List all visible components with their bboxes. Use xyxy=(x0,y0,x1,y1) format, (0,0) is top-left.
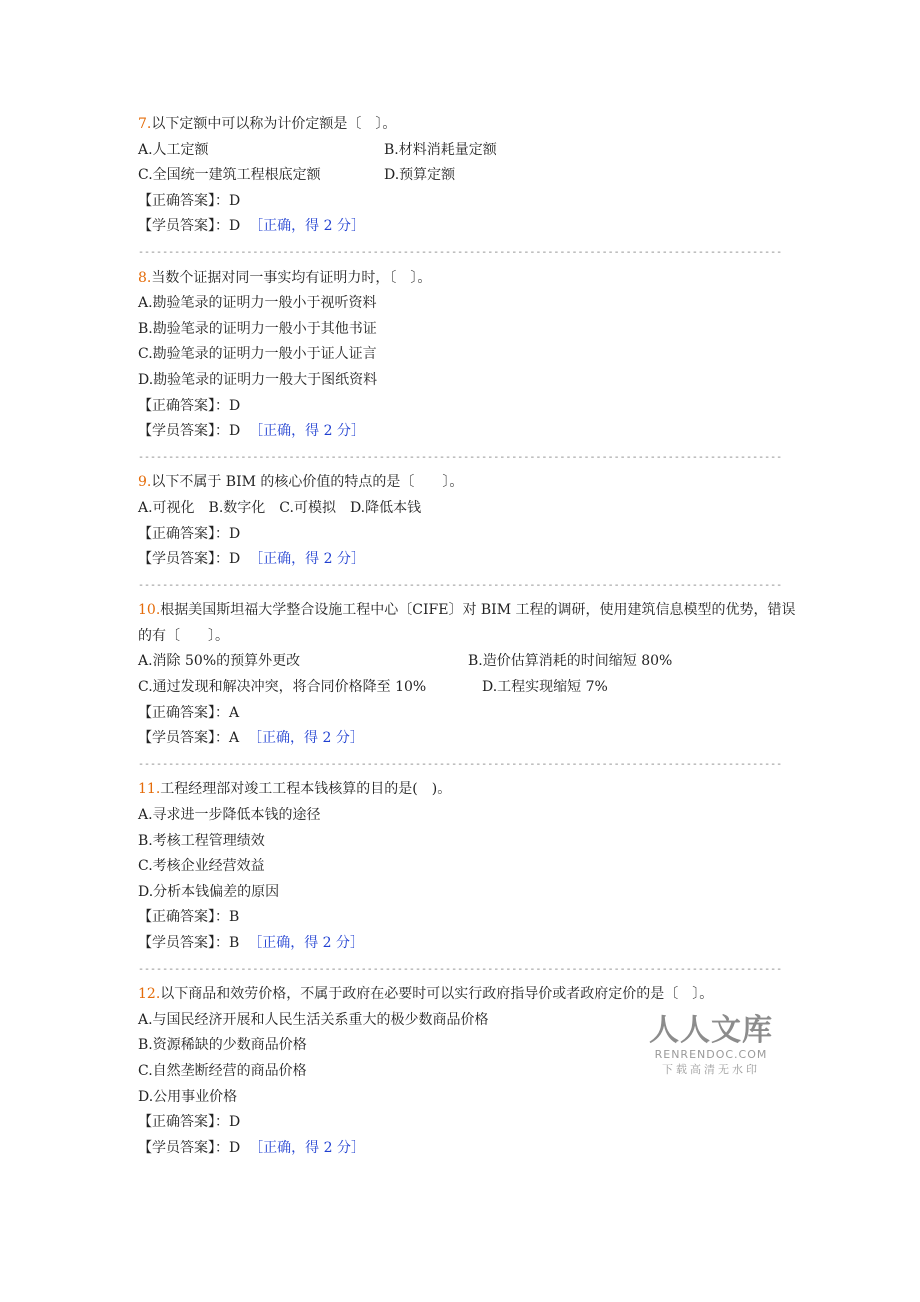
options-row xyxy=(138,675,798,701)
options-row xyxy=(138,649,798,675)
separator-line: ----------------------------------------------------------------------------------------------------------- xyxy=(138,246,783,258)
question-10 xyxy=(138,598,798,777)
result-text: ［正确，得 2 分］ xyxy=(249,1139,365,1156)
student-answer: 【学员答案】：D xyxy=(138,551,241,568)
question-8 xyxy=(138,266,798,471)
question-stem: 7.以下定额中可以称为计价定额是〔 〕。 xyxy=(138,116,397,132)
option-c: C.全国统一建筑工程根底定额 xyxy=(138,167,321,184)
question-11 xyxy=(138,777,798,982)
student-answer-row xyxy=(138,214,798,240)
student-answer: 【学员答案】：D xyxy=(138,218,241,235)
option-b: B.材料消耗量定额 xyxy=(384,141,497,158)
student-answer-row xyxy=(138,419,798,445)
watermark-logo xyxy=(646,1014,776,1078)
option-b: B.勘验笔录的证明力一般小于其他书证 xyxy=(138,320,377,337)
correct-answer: 【正确答案】：D xyxy=(138,1114,241,1131)
option-c: C.勘验笔录的证明力一般小于证人证言 xyxy=(138,346,377,363)
question-number: 11. xyxy=(138,781,161,798)
option-a: A.与国民经济开展和人民生活关系重大的极少数商品价格 xyxy=(138,1011,489,1028)
separator-line: ----------------------------------------------------------------------------------------------------------- xyxy=(138,963,783,975)
question-stem: 11.工程经理部对竣工工程本钱核算的目的是( )。 xyxy=(138,781,452,798)
option-b: B.考核工程管理绩效 xyxy=(138,832,265,849)
option-c: C.考核企业经营效益 xyxy=(138,858,265,875)
result-text: ［正确，得 2 分］ xyxy=(248,935,365,951)
options-row xyxy=(138,138,798,164)
option-a: A.消除 50%的预算外更改 xyxy=(138,653,301,670)
question-stem: 8.当数个证据对同一事实均有证明力时，〔 〕。 xyxy=(138,269,432,286)
correct-answer: 【正确答案】：A xyxy=(138,704,240,721)
separator-line: ----------------------------------------------------------------------------------------------------------- xyxy=(138,579,783,591)
option-d: D.勘验笔录的证明力一般大于图纸资料 xyxy=(138,371,378,388)
student-answer: 【学员答案】：D xyxy=(138,423,241,440)
student-answer-row xyxy=(138,1136,798,1162)
result-text: ［正确，得 2 分］ xyxy=(249,551,365,568)
question-9 xyxy=(138,470,798,598)
question-stem: 9.以下不属于 BIM 的核心价值的特点的是〔 〕。 xyxy=(138,474,464,491)
question-number: 12. xyxy=(138,986,161,1003)
question-7 xyxy=(138,112,798,266)
correct-answer: 【正确答案】：D xyxy=(138,525,241,542)
option-a: A.勘验笔录的证明力一般小于视听资料 xyxy=(138,295,377,312)
result-text: ［正确，得 2 分］ xyxy=(249,423,365,440)
correct-answer: 【正确答案】：B xyxy=(138,909,240,926)
options-row: A.可视化 B.数字化 C.可模拟 D.降低本钱 xyxy=(138,499,422,516)
student-answer-row xyxy=(138,547,798,573)
option-c: C.自然垄断经营的商品价格 xyxy=(138,1062,307,1079)
question-number: 9. xyxy=(138,474,152,491)
document-page xyxy=(138,112,798,1161)
watermark-tagline: 下载高清无水印 xyxy=(662,1063,760,1076)
student-answer: 【学员答案】：D xyxy=(138,1139,241,1156)
option-b: B.造价估算消耗的时间缩短 80% xyxy=(468,653,673,670)
option-d: D.预算定额 xyxy=(384,167,456,184)
question-number: 7. xyxy=(138,116,152,132)
correct-answer: 【正确答案】：D xyxy=(138,192,241,209)
option-d: D.公用事业价格 xyxy=(138,1088,238,1105)
option-a: A.人工定额 xyxy=(138,141,209,158)
options-row xyxy=(138,163,798,189)
correct-answer: 【正确答案】：D xyxy=(138,397,241,414)
student-answer: 【学员答案】：A xyxy=(138,730,240,747)
student-answer-row xyxy=(138,931,798,957)
watermark-brand: 人人文库 xyxy=(649,1013,773,1048)
question-number: 8. xyxy=(138,269,152,286)
watermark-url: RENRENDOC.COM xyxy=(654,1048,768,1061)
question-number: 10. xyxy=(138,602,161,619)
option-a: A.寻求进一步降低本钱的途径 xyxy=(138,807,321,824)
result-text: ［正确，得 2 分］ xyxy=(248,730,364,747)
option-d: D.分析本钱偏差的原因 xyxy=(138,883,280,900)
student-answer: 【学员答案】：B xyxy=(138,935,240,951)
student-answer-row xyxy=(138,726,798,752)
separator-line: ----------------------------------------------------------------------------------------------------------- xyxy=(138,758,783,770)
option-d: D.工程实现缩短 7% xyxy=(482,679,608,696)
option-b: B.资源稀缺的少数商品价格 xyxy=(138,1037,307,1054)
separator-line: ----------------------------------------------------------------------------------------------------------- xyxy=(138,451,783,463)
question-stem: 10.根据美国斯坦福大学整合设施工程中心〔CIFE〕对 BIM 工程的调研，使用建筑信息模型的优势，错误的有〔 〕。 xyxy=(138,602,796,644)
question-stem: 12.以下商品和效劳价格，不属于政府在必要时可以实行政府指导价或者政府定价的是〔 〕。 xyxy=(138,986,714,1003)
option-c: C.通过发现和解决冲突，将合同价格降至 10% xyxy=(138,679,427,696)
result-text: ［正确，得 2 分］ xyxy=(249,218,365,235)
